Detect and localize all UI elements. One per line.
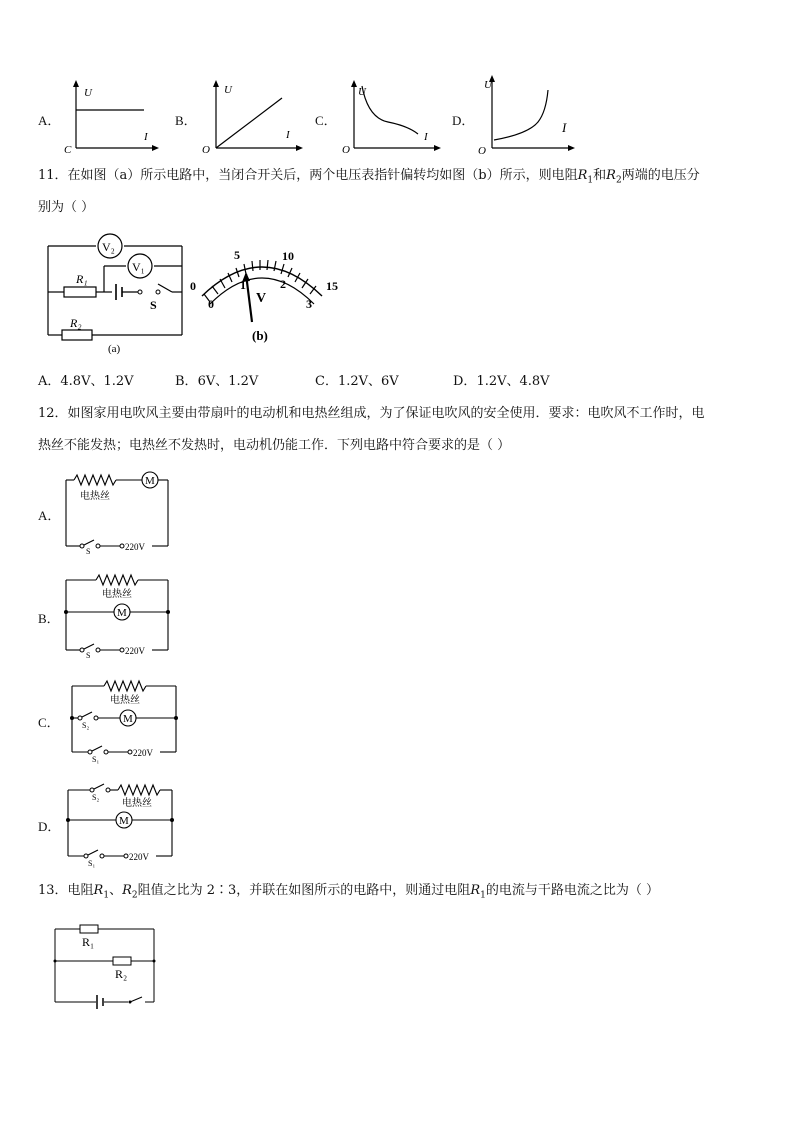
switch-s-label: S <box>150 298 157 312</box>
graph-c <box>338 78 443 153</box>
resistor-r2-label: R₂ <box>115 967 128 981</box>
axis-i-label: I <box>144 131 148 143</box>
svg-text:电热丝: 电热丝 <box>102 589 132 600</box>
scale-bottom-0: 0 <box>208 297 214 311</box>
svg-text:220V: 220V <box>125 646 145 656</box>
resistor-r2-label: R₂ <box>70 316 82 330</box>
voltmeter-v1: V₁ <box>132 260 145 274</box>
svg-text:O: O <box>342 144 350 153</box>
q12-option-a-label[interactable]: A． <box>38 508 61 523</box>
figure-b-caption: (b) <box>252 328 268 343</box>
scale-bottom-2: 2 <box>280 277 286 291</box>
svg-text:S: S <box>86 547 91 556</box>
svg-text:S₁: S₁ <box>88 859 96 868</box>
figure-a-caption: (a) <box>108 343 121 355</box>
q11-stem-line1: 11．在如图（a）所示电路中，当闭合开关后，两个电压表指针偏转均如图（b）所示，则电阻$R_1$和$R_2$两端的电压分 <box>38 168 700 186</box>
graph-a <box>60 78 160 153</box>
graph-b <box>200 78 305 153</box>
q13-circuit <box>50 920 160 1010</box>
svg-text:M: M <box>123 713 133 725</box>
graph-d <box>478 72 578 154</box>
origin-label: C <box>64 144 72 153</box>
scale-bottom-1: 1 <box>240 278 246 292</box>
svg-text:I: I <box>424 131 428 143</box>
scale-top-5: 5 <box>234 248 240 262</box>
svg-text:S₁: S₁ <box>92 755 100 764</box>
resistor-r1-label: R₁ <box>76 272 88 286</box>
scale-top-15: 15 <box>326 279 338 293</box>
svg-text:220V: 220V <box>133 748 153 758</box>
option-a-label: A． <box>38 113 61 128</box>
q12-option-c-label[interactable]: C． <box>38 715 60 730</box>
svg-text:S: S <box>86 651 91 658</box>
q11-option-c[interactable]: C．1.2V、6V <box>315 374 399 389</box>
svg-text:220V: 220V <box>129 852 149 862</box>
svg-text:I: I <box>562 120 567 135</box>
svg-text:O: O <box>202 144 210 153</box>
q11-option-a[interactable]: A．4.8V、1.2V <box>38 374 134 389</box>
q12-circuit-a <box>60 466 175 558</box>
q12-option-b-label[interactable]: B． <box>38 611 60 626</box>
svg-text:U: U <box>484 79 492 91</box>
svg-text:M: M <box>119 815 129 827</box>
meter-unit-v: V <box>256 291 267 306</box>
q12-option-d-label[interactable]: D． <box>38 819 61 834</box>
q12-stem-line2: 热丝不能发热；电热丝不发热时，电动机仍能工作．下列电路中符合要求的是（ ） <box>38 438 511 453</box>
svg-text:U: U <box>224 84 232 96</box>
q11-option-d[interactable]: D．1.2V、4.8V <box>453 374 550 389</box>
svg-text:电热丝: 电热丝 <box>80 491 110 502</box>
svg-text:S₂: S₂ <box>92 793 100 802</box>
q11-figure-b-meter <box>188 244 348 344</box>
scale-top-0: 0 <box>190 279 196 293</box>
svg-text:220V: 220V <box>125 542 145 552</box>
axis-u-label: U <box>84 87 92 99</box>
q11-figure-a <box>40 232 188 357</box>
option-b-label: B． <box>175 113 197 128</box>
scale-bottom-3: 3 <box>306 297 312 311</box>
q13-stem: 13．电阻$R_1$、$R_2$阻值之比为 2∶3，并联在如图所示的电路中，则通过电阻$R_1$的电流与干路电流之比为（ ） <box>38 883 659 901</box>
q11-option-b[interactable]: B．6V、1.2V <box>175 374 259 389</box>
q12-circuit-d <box>62 780 180 870</box>
svg-text:电热丝: 电热丝 <box>122 798 152 809</box>
scale-top-10: 10 <box>282 249 294 263</box>
svg-text:M: M <box>117 607 127 619</box>
option-d-label: D． <box>452 113 475 128</box>
svg-text:O: O <box>478 145 486 154</box>
q12-circuit-c <box>66 676 181 766</box>
resistor-r1-label: R₁ <box>82 935 95 949</box>
option-c-label: C． <box>315 113 337 128</box>
q12-circuit-b <box>60 570 175 658</box>
svg-text:S₂: S₂ <box>82 721 90 730</box>
svg-text:I: I <box>286 129 290 141</box>
svg-text:M: M <box>145 475 155 487</box>
q11-stem-line2: 别为（ ） <box>38 200 95 215</box>
svg-text:电热丝: 电热丝 <box>110 695 140 706</box>
q12-stem-line1: 12．如图家用电吹风主要由带扇叶的电动机和电热丝组成，为了保证电吹风的安全使用．要求：电吹风不工作时，电 <box>38 406 705 421</box>
svg-text:U: U <box>358 86 366 98</box>
voltmeter-v2: V₂ <box>102 240 115 254</box>
